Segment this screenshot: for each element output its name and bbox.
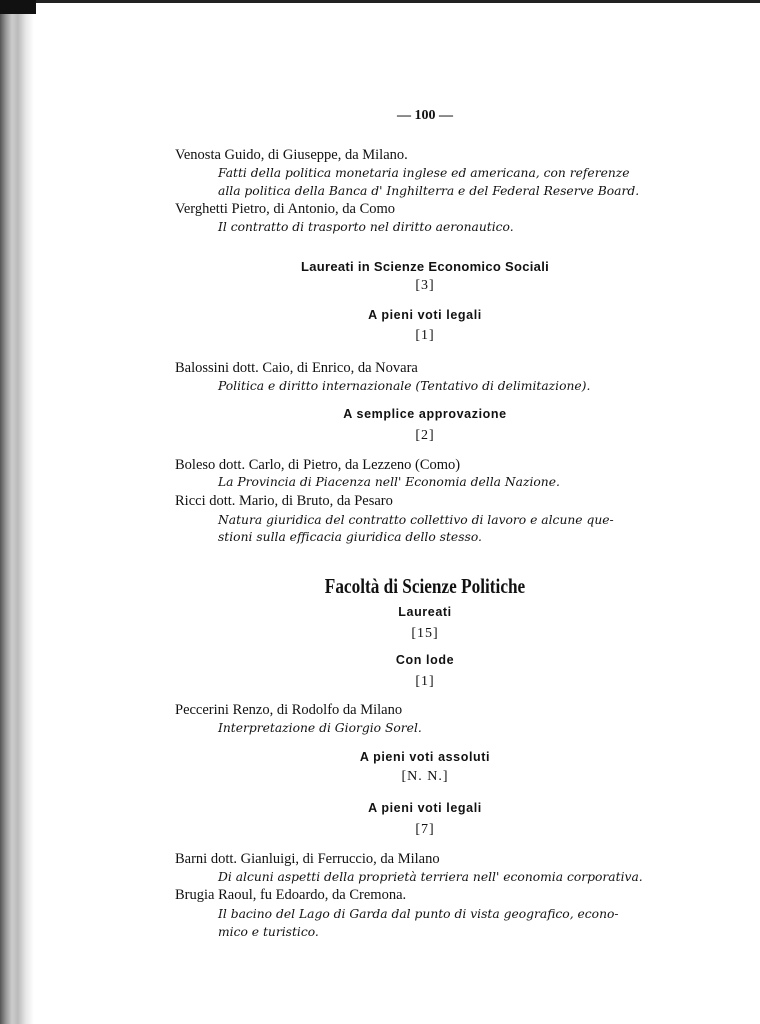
entry-thesis: La Provincia di Piacenza nell' Economia della Nazione. — [218, 475, 560, 489]
subsection-heading: A pieni voti assoluti — [359, 750, 491, 764]
entry-name: Boleso dott. Carlo, di Pietro, da Lezzeno (Como) — [175, 457, 461, 473]
page-number: — 100 — — [397, 108, 453, 123]
entry-thesis: stioni sulla efficacia giuridica dello stesso. — [218, 530, 482, 544]
entry-thesis: Il contratto di trasporto nel diritto aeronautico. — [218, 220, 514, 234]
entry-thesis: Il bacino del Lago di Garda dal punto di vista geografico, econo- — [218, 907, 619, 921]
subsection-count: [N. N.] — [401, 769, 449, 784]
subsection-heading: A pieni voti legali — [368, 801, 482, 815]
faculty-heading: Facoltà di Scienze Politiche — [324, 574, 526, 598]
section-count: [3] — [415, 278, 435, 293]
subsection-heading: A semplice approvazione — [343, 407, 507, 421]
subsection-heading: Laureati — [398, 605, 452, 619]
entry-name: Balossini dott. Caio, di Enrico, da Novara — [175, 360, 418, 376]
entry-name: Ricci dott. Mario, di Bruto, da Pesaro — [175, 493, 393, 509]
subsection-count: [2] — [415, 428, 435, 443]
subsection-heading: Con lode — [395, 653, 455, 667]
subsection-count: [1] — [415, 328, 435, 343]
entry-thesis: Interpretazione di Giorgio Sorel. — [218, 721, 422, 735]
entry-thesis: Natura giuridica del contratto collettivo di lavoro e alcune que- — [218, 513, 614, 527]
entry-thesis: alla politica della Banca d' Inghilterra e del Federal Reserve Board. — [218, 184, 640, 198]
entry-name: Peccerini Renzo, di Rodolfo da Milano — [175, 702, 403, 718]
subsection-count: [1] — [415, 674, 435, 689]
section-count: [15] — [411, 626, 439, 641]
scan-top-border — [0, 0, 760, 3]
section-heading: Laureati in Scienze Economico Sociali — [300, 259, 550, 274]
scan-corner — [0, 0, 36, 14]
entry-name: Venosta Guido, di Giuseppe, da Milano. — [175, 147, 408, 163]
subsection-heading: A pieni voti legali — [368, 308, 482, 322]
scan-edge — [0, 0, 34, 1024]
entry-thesis: Fatti della politica monetaria inglese ed americana, con referenze — [218, 166, 630, 180]
entry-name: Brugia Raoul, fu Edoardo, da Cremona. — [175, 887, 407, 903]
subsection-count: [7] — [415, 822, 435, 837]
entry-thesis: Di alcuni aspetti della proprietà terriera nell' economia corporativa. — [218, 870, 643, 884]
entry-thesis: mico e turistico. — [218, 925, 319, 939]
entry-name: Barni dott. Gianluigi, di Ferruccio, da Milano — [175, 851, 440, 867]
entry-name: Verghetti Pietro, di Antonio, da Como — [175, 201, 396, 217]
entry-thesis: Politica e diritto internazionale (Tentativo di delimitazione). — [218, 379, 591, 393]
